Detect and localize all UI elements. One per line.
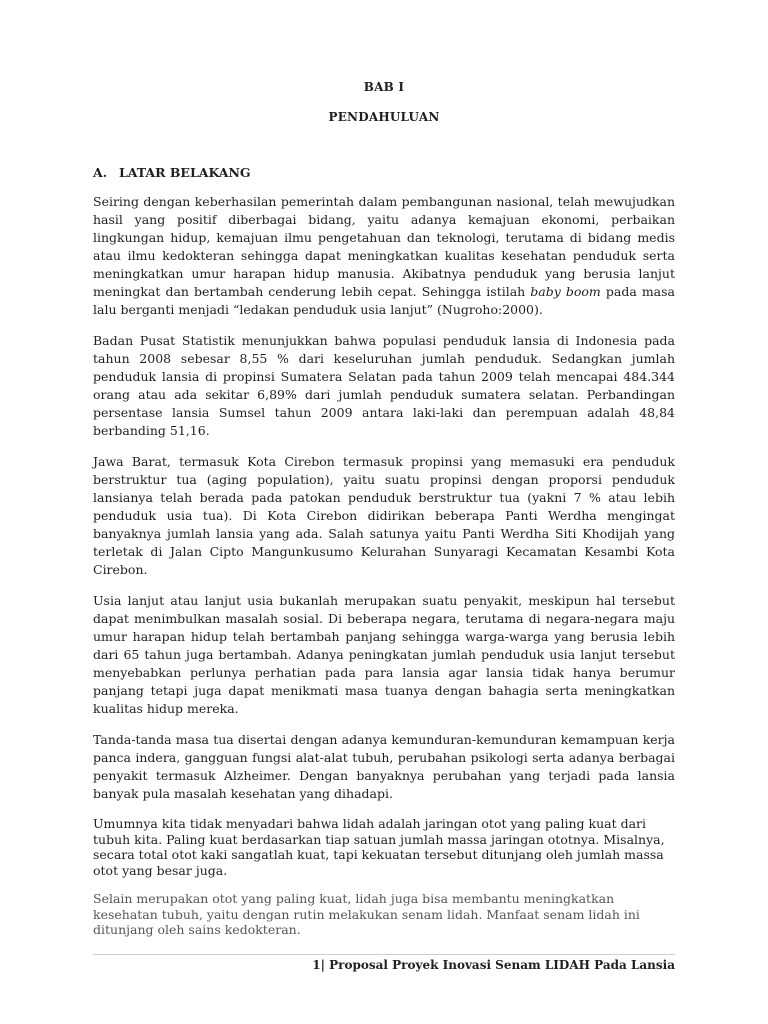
chapter-title: PENDAHULUAN bbox=[328, 110, 440, 124]
paragraph-1-start: Seiring dengan keberhasilan pemerintah dalam pembangunan nasional, telah mewujudkan hasil yang positif diberbagai bidang, yaitu adanya kemajuan ekonomi, perbaikan lingkungan hidup, kemajuan ilmu pengetahuan dan teknologi, terutama di bidang medis atau ilmu kedokteran sehingga dapat meningkatkan kualitas kesehatan penduduk serta meningkatkan umur harapan hidup manusia. Akibatnya penduduk yang berusia lanjut meningkat dan bertambah cenderung lebih cepat. Sehingga istilah bbox=[93, 194, 675, 299]
section-letter: A. bbox=[93, 165, 108, 180]
section-title: LATAR BELAKANG bbox=[119, 165, 251, 180]
paragraph-4: Usia lanjut atau lanjut usia bukanlah merupakan suatu penyakit, meskipun hal tersebut dapat menimbulkan masalah sosial. Di beberapa negara, terutama di negara-negara maju umur harapan hidup telah bertambah panjang sehingga warga-warga yang berusia lebih dari 65 tahun juga bertambah. Adanya peningkatan jumlah penduduk usia lanjut tersebut menyebabkan perlunya perhatian pada para lansia agar lansia tidak hanya berumur panjang tetapi juga dapat menikmati masa tuanya dengan bahagia serta meningkatkan kualitas hidup mereka. bbox=[93, 593, 675, 716]
paragraph-6: Umumnya kita tidak menyadari bahwa lidah adalah jaringan otot yang paling kuat dari tubuh kita. Paling kuat berdasarkan tiap satuan jumlah massa jaringan ototnya. Misalnya, secara total otot kaki sangatlah kuat, tapi kekuatan tersebut ditunjang oleh jumlah massa otot yang besar juga. bbox=[93, 816, 665, 878]
page-footer bbox=[93, 958, 675, 972]
body-text bbox=[93, 193, 675, 951]
footer-title: Proposal Proyek Inovasi Senam LIDAH Pada Lansia bbox=[329, 958, 675, 972]
paragraph-1-italic-term: baby boom bbox=[530, 284, 601, 299]
footer-divider bbox=[93, 954, 675, 955]
paragraph-7: Selain merupakan otot yang paling kuat, lidah juga bisa membantu meningkatkan kesehatan tubuh, yaitu dengan rutin melakukan senam lidah. Manfaat senam lidah ini ditunjang oleh sains kedokteran. bbox=[93, 891, 640, 937]
paragraph-3: Jawa Barat, termasuk Kota Cirebon termasuk propinsi yang memasuki era penduduk berstruktur tua (aging population), yaitu suatu propinsi dengan proporsi penduduk lansianya telah berada pada patokan penduduk berstruktur tua (yakni 7 % atau lebih penduduk usia tua). Di Kota Cirebon didirikan beberapa Panti Werdha mengingat banyaknya jumlah lansia yang ada. Salah satunya yaitu Panti Werdha Siti Khodijah yang terletak di Jalan Cipto Mangunkusumo Kelurahan Sunyaragi Kecamatan Kesambi Kota Cirebon. bbox=[93, 454, 675, 577]
paragraph-2: Badan Pusat Statistik menunjukkan bahwa populasi penduduk lansia di Indonesia pada tahun 2008 sebesar 8,55 % dari keseluruhan jumlah penduduk. Sedangkan jumlah penduduk lansia di propinsi Sumatera Selatan pada tahun 2009 telah mencapai 484.344 orang atau ada sekitar 6,89% dari jumlah penduduk sumatera selatan. Perbandingan persentase lansia Sumsel tahun 2009 antara laki-laki dan perempuan adalah 48,84 berbanding 51,16. bbox=[93, 333, 675, 438]
chapter-number: BAB I bbox=[363, 80, 405, 94]
footer-separator: | bbox=[320, 958, 325, 972]
paragraph-1 bbox=[93, 193, 675, 319]
paragraph-5: Tanda-tanda masa tua disertai dengan adanya kemunduran-kemunduran kemampuan kerja panca indera, gangguan fungsi alat-alat tubuh, perubahan psikologi serta adanya berbagai penyakit termasuk Alzheimer. Dengan banyaknya perubahan yang terjadi pada lansia banyak pula masalah kesehatan yang dihadapi. bbox=[93, 732, 675, 801]
page-number: 1 bbox=[312, 958, 321, 972]
paragraph-1-end: pada masa lalu berganti menjadi “ledakan penduduk usia lanjut” (Nugroho:2000). bbox=[93, 284, 676, 317]
section-heading bbox=[93, 165, 251, 180]
